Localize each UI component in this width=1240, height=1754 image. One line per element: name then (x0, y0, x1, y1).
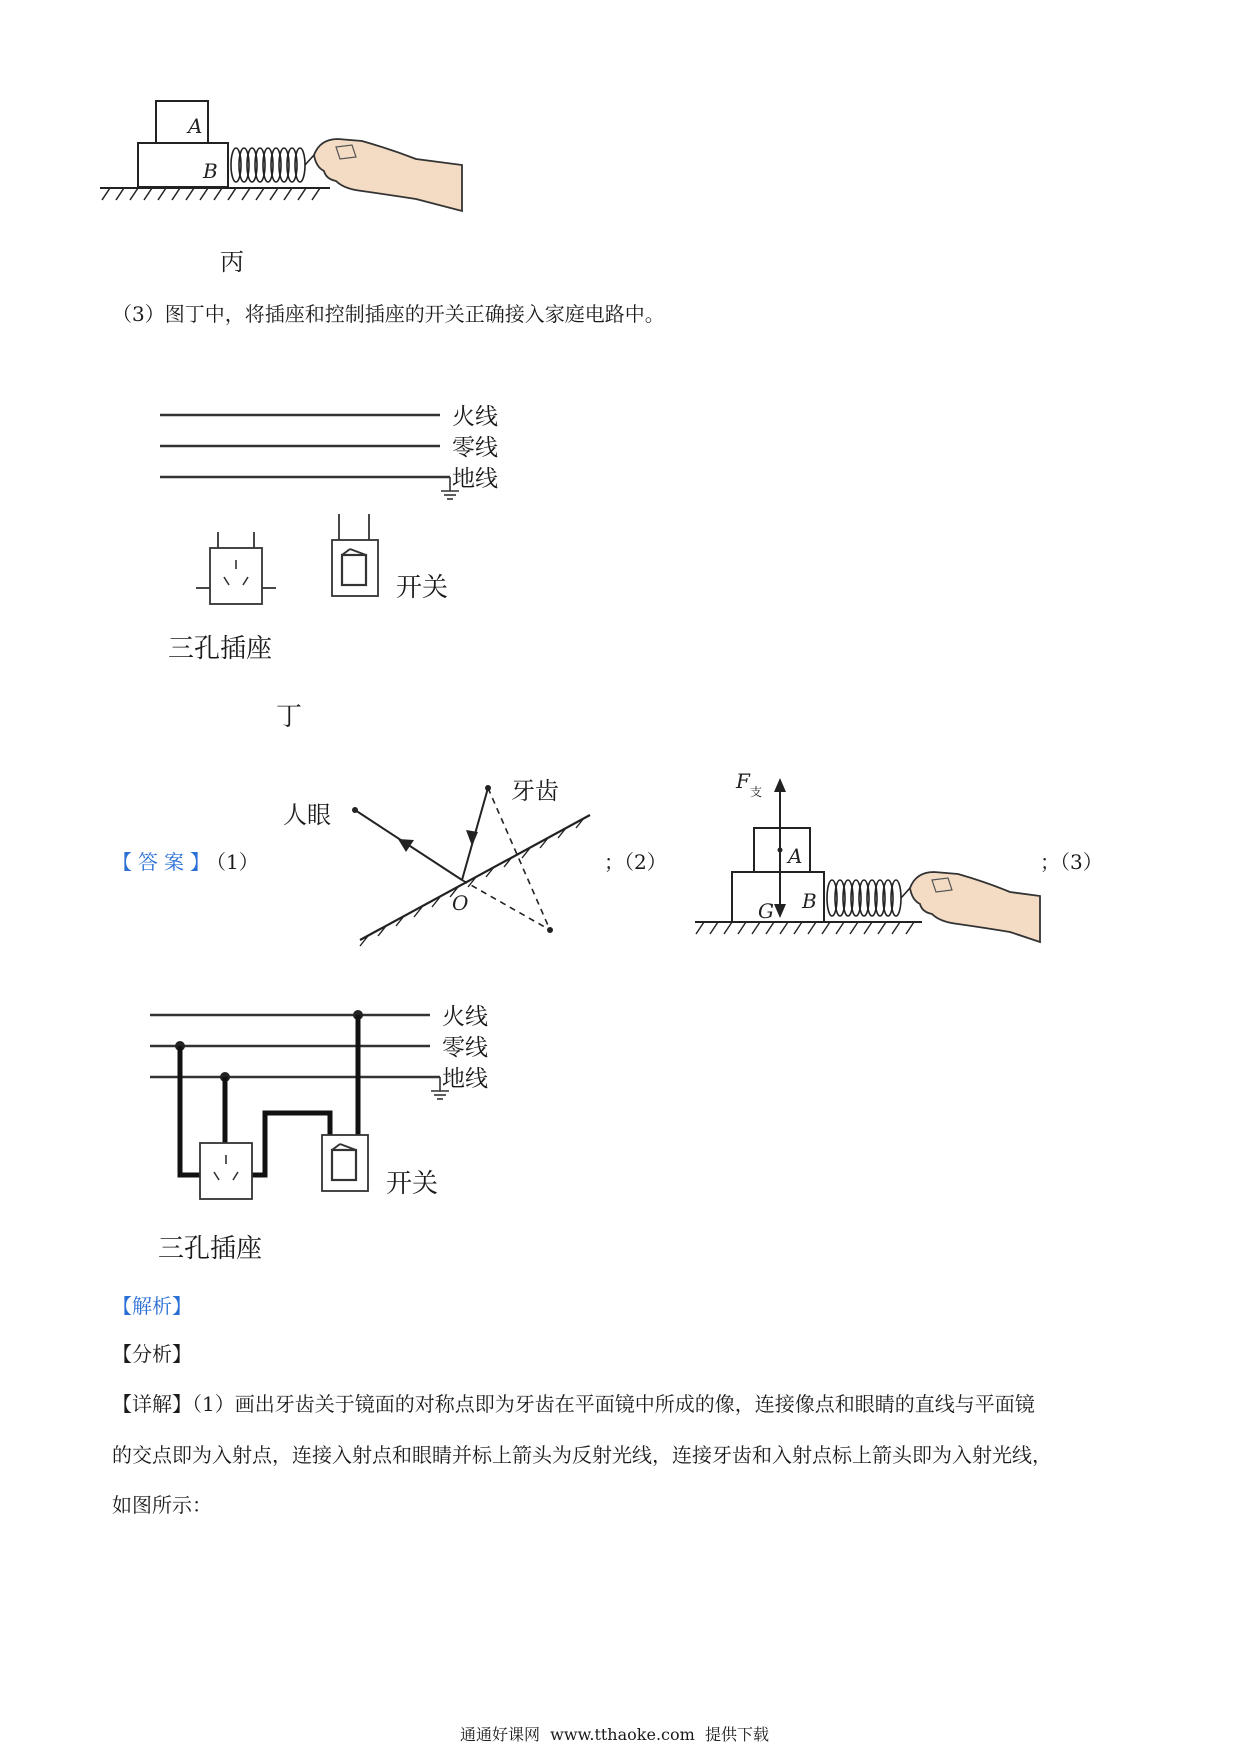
detail-line-1: 【详解】（1）画出牙齿关于镜面的对称点即为牙齿在平面镜中所成的像，连接像点和眼睛的直线与平面镜 (112, 1392, 1035, 1416)
ground-hatch (102, 188, 320, 200)
ground-hatch (696, 922, 914, 934)
answer-part3-marker: ；（3） (1040, 850, 1103, 874)
answer-tag-text: 【答案】 (112, 850, 216, 874)
ding-live-label: 火线 (452, 404, 498, 430)
point-o-label: O (452, 891, 469, 915)
incident-arrow (466, 830, 478, 846)
figure-bing-caption: 丙 (220, 248, 244, 276)
ans-live-label: 火线 (442, 1004, 488, 1030)
switch-icon (322, 1135, 368, 1191)
jiexi-heading: 【解析】 (112, 1294, 192, 1318)
figure-ding-caption: 丁 (276, 702, 303, 732)
spring (231, 148, 314, 182)
answer-fig1-reflection (340, 760, 610, 950)
ding-switch-label: 开关 (396, 573, 449, 603)
gravity-label: G (758, 899, 774, 923)
question3-text: （3）图丁中，将插座和控制插座的开关正确接入家庭电路中。 (112, 302, 665, 326)
ans-switch-label: 开关 (386, 1169, 439, 1199)
figure-bing (100, 95, 480, 255)
reflected-arrow (398, 839, 414, 852)
force-label: F (736, 769, 750, 793)
switch-icon (332, 514, 378, 596)
hand (910, 872, 1040, 942)
ding-neutral-label: 零线 (452, 435, 498, 461)
detail-line-2: 的交点即为入射点，连接入射点和眼睛并标上箭头为反射光线，连接牙齿和入射点标上箭头即为入射光线， (112, 1443, 1052, 1467)
detail-line-3: 如图所示： (112, 1493, 212, 1517)
hand (314, 139, 462, 211)
footer-text: 通通好课网 www.tthaoke.com 提供下载 (460, 1725, 769, 1744)
answer-tag (112, 847, 259, 877)
spring (827, 880, 910, 916)
socket-icon (200, 1143, 252, 1199)
answer-part2-marker: ；（2） (604, 850, 667, 874)
ans-neutral-label: 零线 (442, 1035, 488, 1061)
force-support-arrow (774, 778, 786, 792)
ding-ground-label: 地线 (452, 466, 498, 492)
ans-ground-label: 地线 (442, 1066, 488, 1092)
dashed-line-2 (462, 880, 550, 930)
fenxi-heading: 【分析】 (112, 1342, 192, 1366)
dashed-line-1 (488, 788, 550, 930)
block-a-label: A (788, 844, 803, 868)
eye-label: 人眼 (283, 801, 331, 829)
block-b-label: B (203, 159, 218, 183)
ding-socket-label: 三孔插座 (168, 634, 273, 664)
force-subscript: 支 (750, 785, 763, 799)
tooth-label: 牙齿 (511, 777, 559, 805)
answer-part1-marker: （1） (216, 850, 259, 874)
block-b-label: B (802, 889, 817, 913)
socket-icon (196, 532, 276, 604)
block-a-label: A (188, 114, 203, 138)
answer-fig2-forces (690, 770, 1050, 950)
ans-socket-label: 三孔插座 (158, 1234, 263, 1264)
